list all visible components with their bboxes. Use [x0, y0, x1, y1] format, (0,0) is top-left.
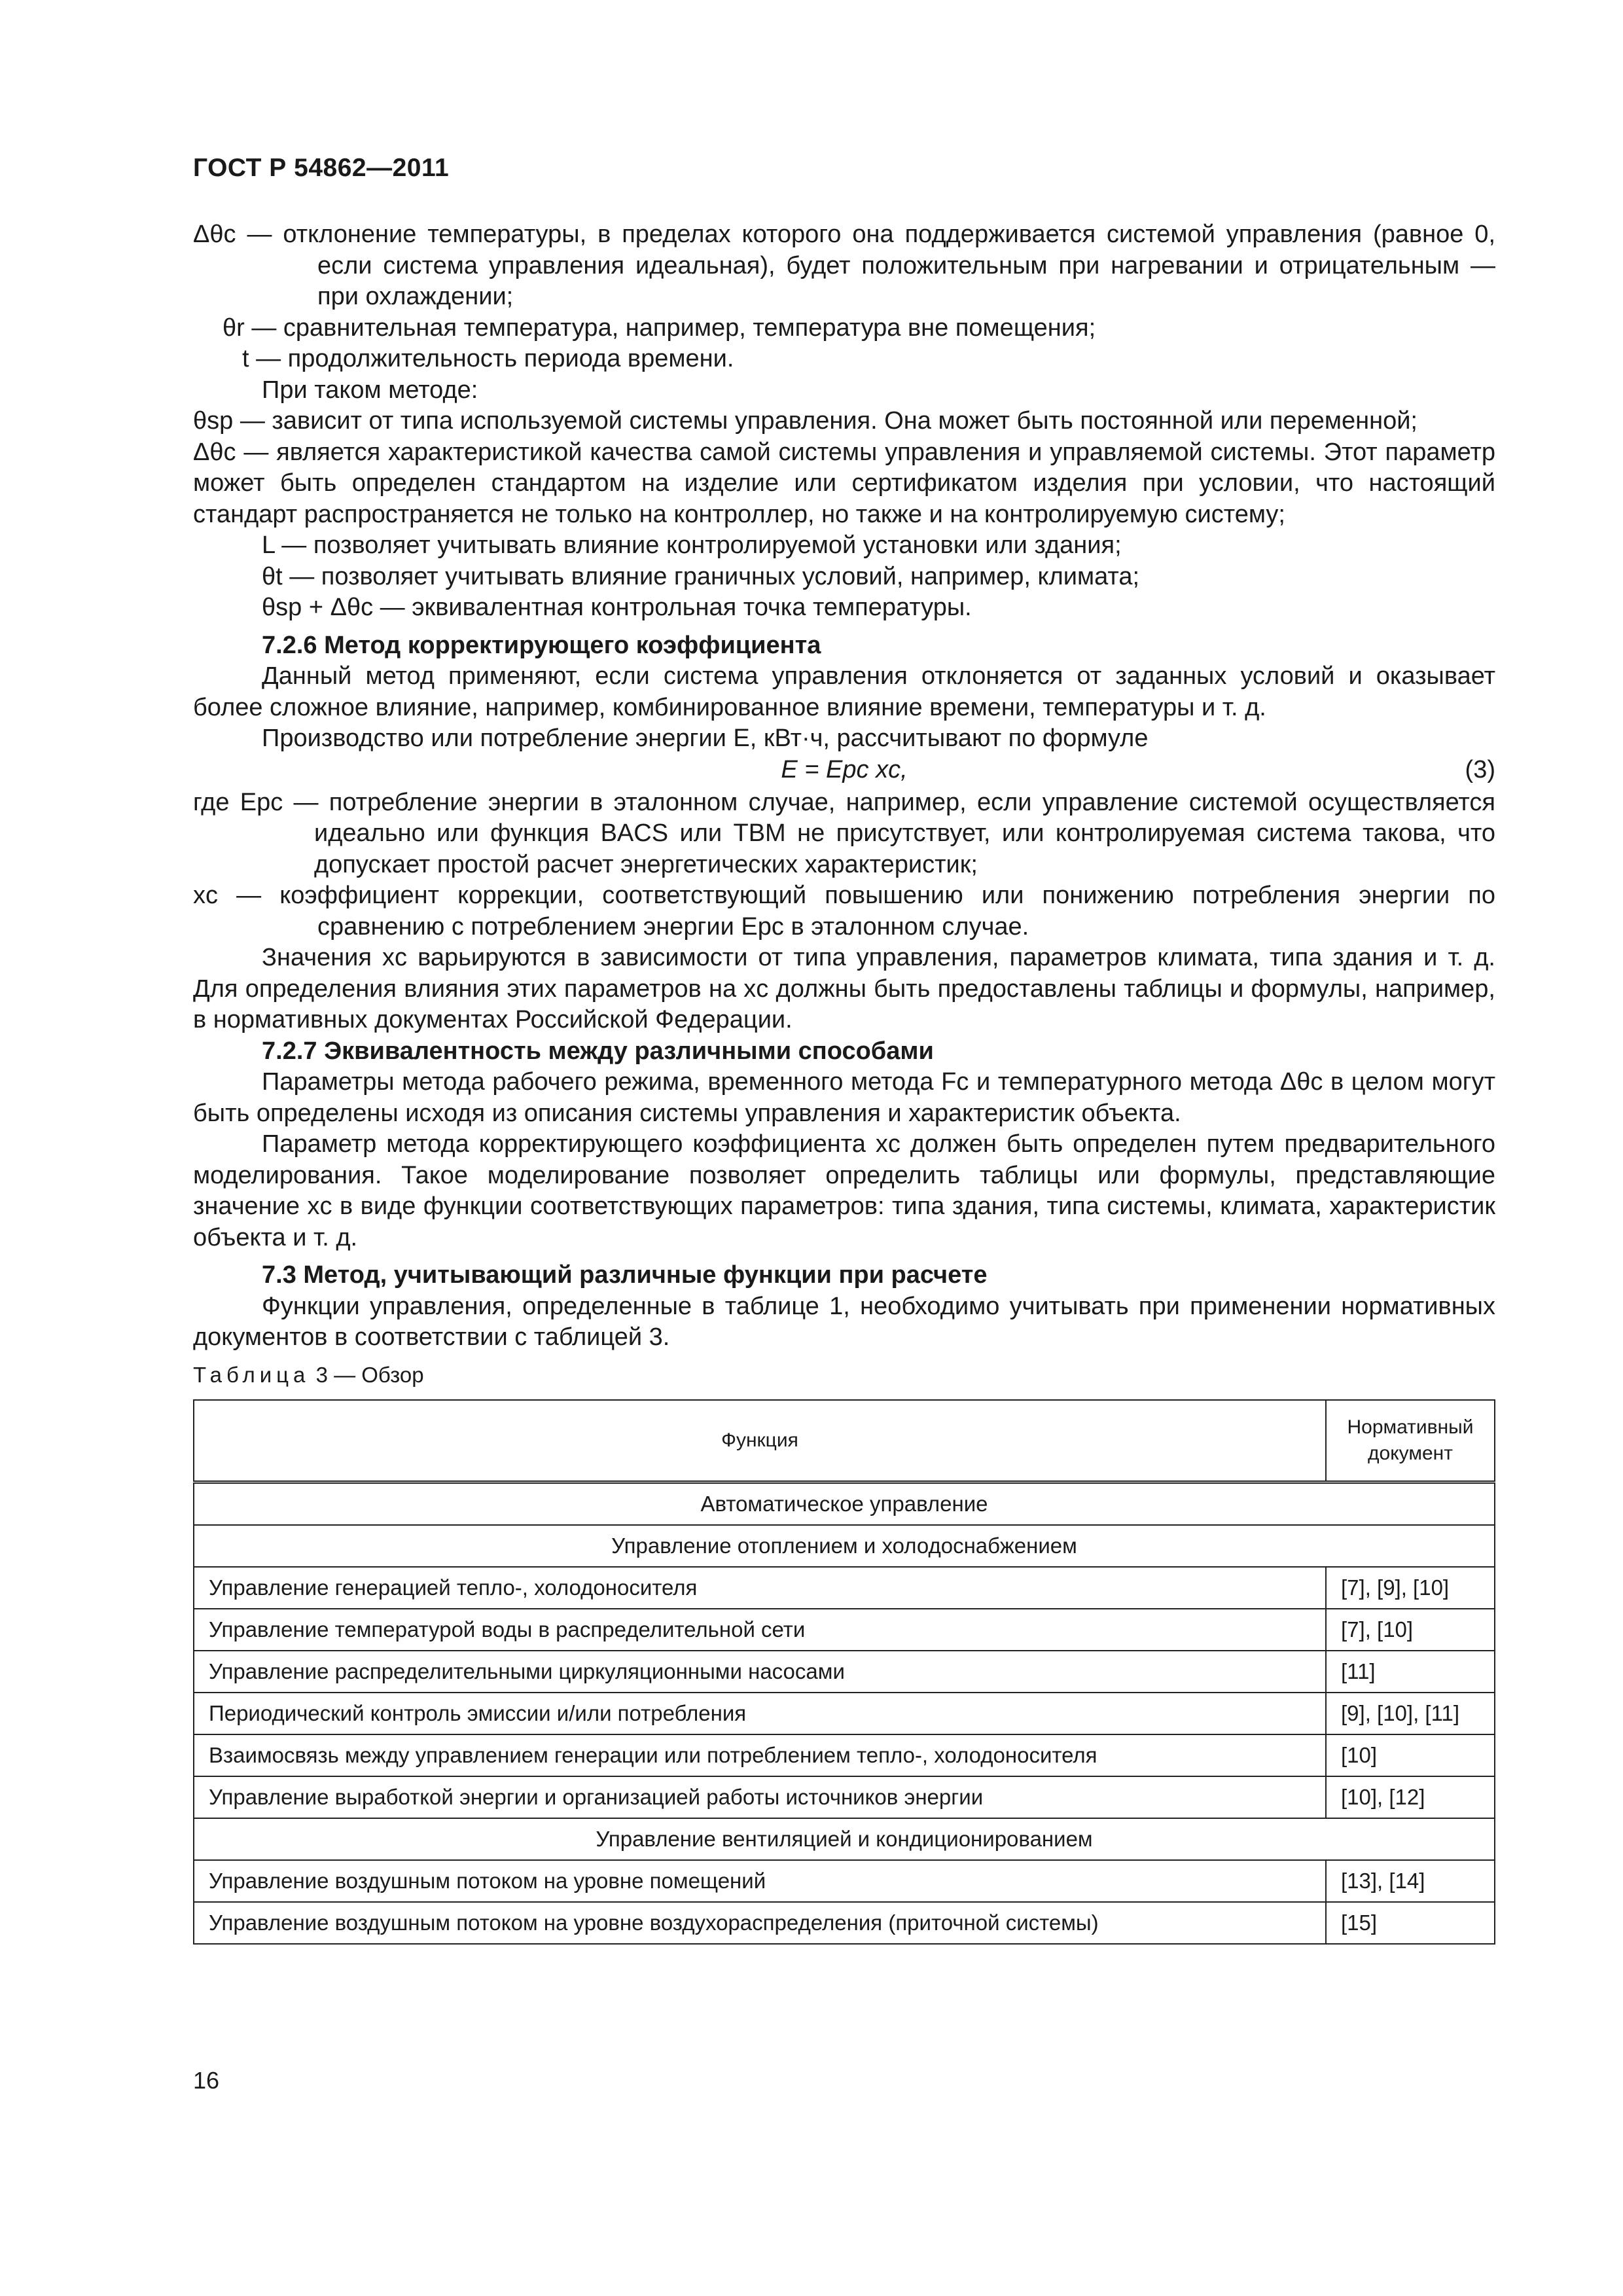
cell-function: Управление воздушным потоком на уровне помещений [194, 1860, 1326, 1902]
def-dtheta-c: Δθc — отклонение температуры, в пределах которого она поддерживается системой управления (равное 0, если система управления идеальная), будет положительным при нагревании и отрицательным — при охлаждении; [193, 221, 1495, 310]
table-row [194, 1693, 1495, 1734]
col-header-document: Нормативный документ [1326, 1400, 1495, 1482]
page-number: 16 [193, 2067, 220, 2094]
cell-function: Управление выработкой энергии и организацией работы источников энергии [194, 1776, 1326, 1818]
section-heading-7-2-7: 7.2.7 Эквивалентность между различными способами [262, 1037, 934, 1065]
cell-function: Взаимосвязь между управлением генерации или потреблением тепло-, холодоносителя [194, 1734, 1326, 1776]
def-dtheta-c-quality: Δθc — является характеристикой качества самой системы управления и управляемой системы. Этот параметр может быть определен стандартом на изделие или сертификатом изделия при условии, что настоящий стандарт распространяется не только на контроллер, но также и на контролируемую систему; [193, 438, 1495, 528]
def-equiv-point: θsp + Δθc — эквивалентная контрольная точка температуры. [262, 594, 972, 621]
cell-function: Периодический контроль эмиссии и/или потребления [194, 1693, 1326, 1734]
table-row [194, 1567, 1495, 1609]
def-theta-sp: θsp — зависит от типа используемой системы управления. Она может быть постоянной или переменной; [193, 407, 1418, 435]
overview-table [193, 1399, 1495, 1945]
table-row [194, 1651, 1495, 1693]
col-header-function: Функция [194, 1400, 1326, 1482]
formula-number: (3) [1465, 755, 1495, 783]
cell-function: Управление генерацией тепло-, холодоносителя [194, 1567, 1326, 1609]
table-row [194, 1902, 1495, 1944]
document-page [193, 154, 1495, 1945]
table-header-row [194, 1400, 1495, 1482]
cell-document: [9], [10], [11] [1326, 1693, 1495, 1734]
def-theta-r: θr — сравнительная температура, например, температура вне помещения; [223, 314, 1096, 342]
cell-document: [7], [10] [1326, 1609, 1495, 1651]
table-caption [193, 1363, 1495, 1388]
cell-function: Управление воздушным потоком на уровне воздухораспределения (приточной системы) [194, 1902, 1326, 1944]
section-ventilation: Управление вентиляцией и кондиционированием [194, 1818, 1495, 1860]
table-row [194, 1609, 1495, 1651]
table-caption-rest: 3 — Обзор [315, 1362, 424, 1387]
body-text [193, 219, 1495, 1354]
def-L: L — позволяет учитывать влияние контролируемой установки или здания; [262, 531, 1122, 559]
para-7-2-6-3: Значения xc варьируются в зависимости от типа управления, параметров климата, типа здания и т. д. Для определения влияния этих параметров на xc должны быть предоставлены таблицы и формулы, например, в нормативных документах Российской Федерации. [193, 944, 1495, 1033]
para-7-2-7-1: Параметры метода рабочего режима, временного метода Fc и температурного метода Δθc в целом могут быть определены исходя из описания системы управления и характеристик объекта. [193, 1068, 1495, 1127]
def-t: t — продолжительность периода времени. [242, 345, 734, 372]
cell-document: [11] [1326, 1651, 1495, 1693]
cell-document: [13], [14] [1326, 1860, 1495, 1902]
table-row [194, 1776, 1495, 1818]
para-7-2-6-1: Данный метод применяют, если система управления отклоняется от заданных условий и оказывает более сложное влияние, например, комбинированное влияние времени, температуры и т. д. [193, 662, 1495, 721]
section-auto-control: Автоматическое управление [194, 1482, 1495, 1525]
cell-function: Управление распределительными циркуляционными насосами [194, 1651, 1326, 1693]
def-epc: где Epc — потребление энергии в эталонном случае, например, если управление системой осуществляется идеально или функция BACS или ТВМ не присутствует, или контролируемая система такова, что допускает простой расчет энергетических характеристик; [193, 788, 1495, 878]
para-7-2-6-2: Производство или потребление энергии E, кВт·ч, рассчитывают по формуле [262, 725, 1149, 752]
section-heading-7-2-6: 7.2.6 Метод корректирующего коэффициента [262, 631, 821, 659]
formula-3 [193, 755, 1495, 787]
section-heating-cooling: Управление отоплением и холодоснабжением [194, 1525, 1495, 1567]
cell-document: [10], [12] [1326, 1776, 1495, 1818]
table-row [194, 1860, 1495, 1902]
def-xc: xc — коэффициент коррекции, соответствующий повышению или понижению потребления энергии по сравнению с потреблением энергии Epc в эталонном случае. [193, 882, 1495, 941]
method-intro: При таком методе: [262, 376, 478, 404]
standard-header: ГОСТ Р 54862—2011 [193, 154, 450, 182]
table-section-row [194, 1525, 1495, 1567]
table-section-row [194, 1482, 1495, 1525]
cell-document: [15] [1326, 1902, 1495, 1944]
section-heading-7-3: 7.3 Метод, учитывающий различные функции при расчете [262, 1261, 988, 1289]
def-theta-t: θt — позволяет учитывать влияние граничных условий, например, климата; [262, 562, 1140, 590]
table-caption-word: Таблица [193, 1362, 310, 1387]
table-row [194, 1734, 1495, 1776]
cell-document: [7], [9], [10] [1326, 1567, 1495, 1609]
cell-function: Управление температурой воды в распределительной сети [194, 1609, 1326, 1651]
cell-document: [10] [1326, 1734, 1495, 1776]
formula-expression: E = Epc xc, [781, 755, 908, 783]
para-7-2-7-2: Параметр метода корректирующего коэффициента xc должен быть определен путем предварительного моделирования. Такое моделирование позволяет определить таблицы или формулы, представляющие значение xc в виде функции соответствующих параметров: типа здания, типа системы, климата, характеристик объекта и т. д. [193, 1130, 1495, 1251]
table-section-row [194, 1818, 1495, 1860]
para-7-3: Функции управления, определенные в таблице 1, необходимо учитывать при применении нормативных документов в соответствии с таблицей 3. [193, 1292, 1495, 1351]
